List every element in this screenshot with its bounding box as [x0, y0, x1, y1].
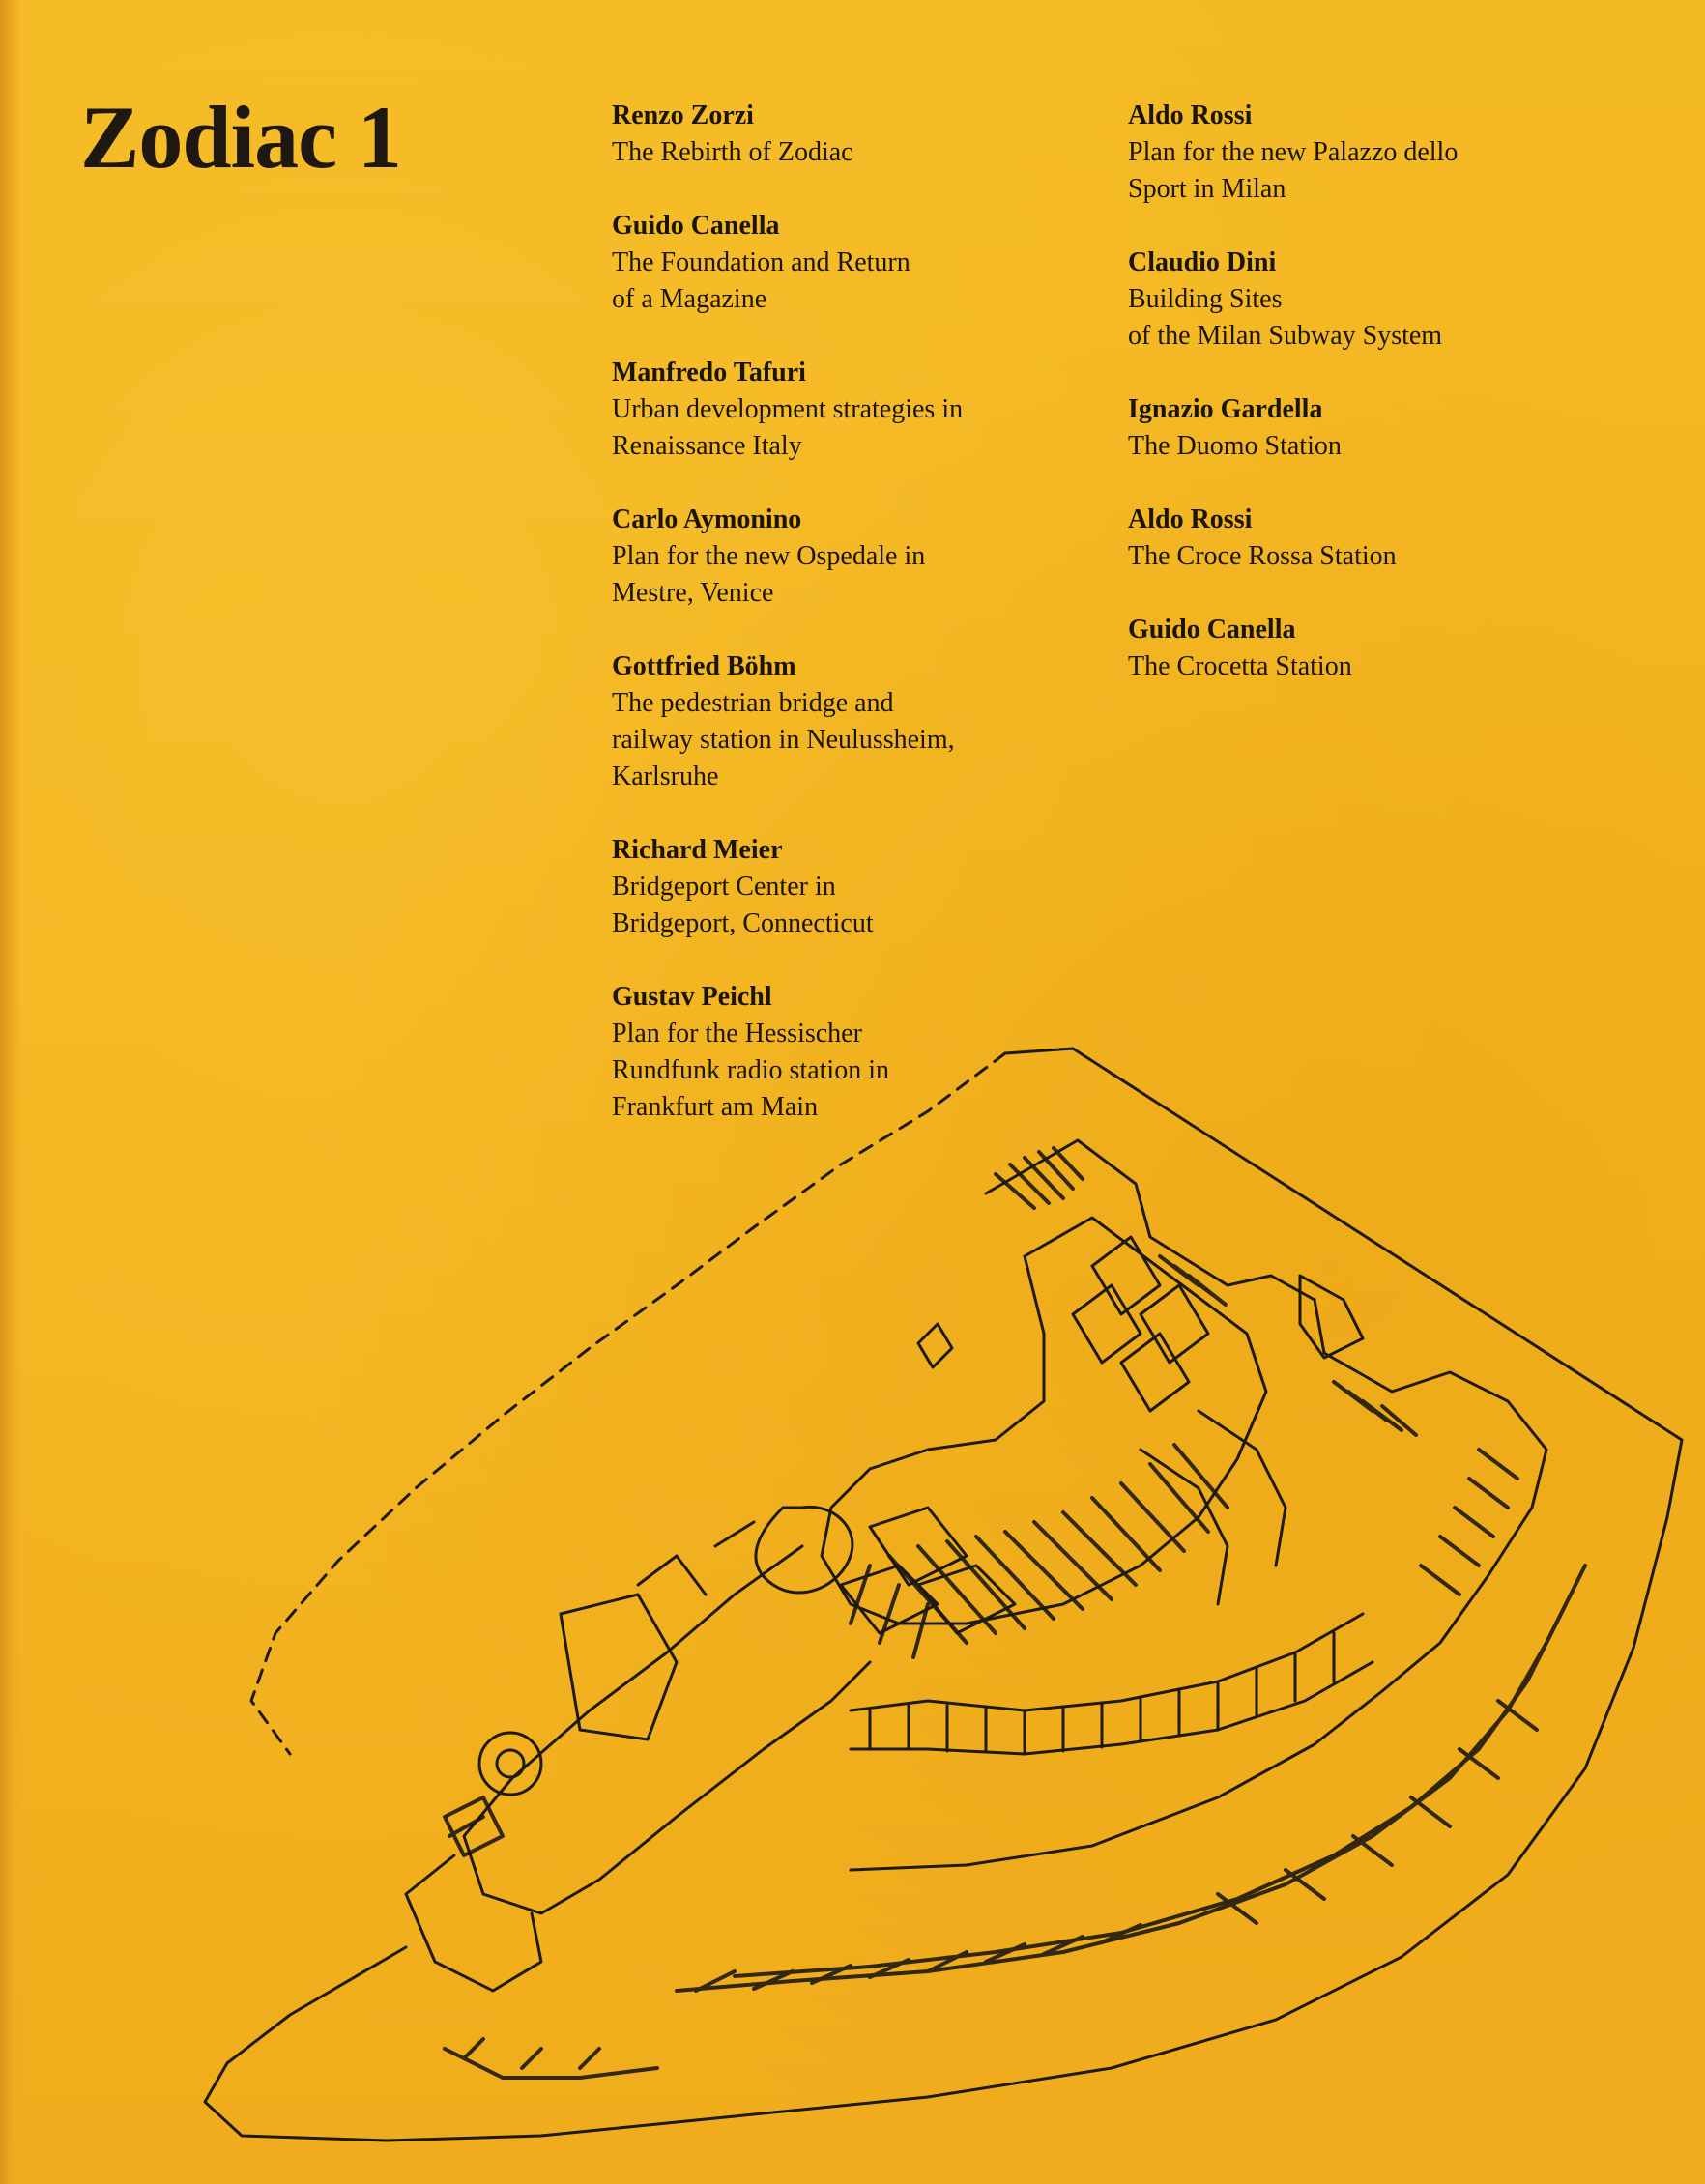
- entry-author: Gottfried Böhm: [612, 651, 796, 681]
- entry-title: The Duomo Station: [1128, 431, 1342, 461]
- entry-author: Gustav Peichl: [612, 982, 772, 1012]
- entry-title: Urban development strategies in Renaissance Italy: [612, 394, 964, 461]
- entry-title: The Foundation and Return of a Magazine: [612, 247, 910, 314]
- entry-author: Guido Canella: [1128, 615, 1296, 645]
- entry-title: Bridgeport Center in Bridgeport, Connecticut: [612, 872, 874, 938]
- entry-title: Plan for the new Palazzo dello Sport in Milan: [1128, 137, 1459, 204]
- entry-author: Ignazio Gardella: [1128, 394, 1323, 424]
- entry-author: Aldo Rossi: [1128, 101, 1253, 130]
- entry-author: Guido Canella: [612, 211, 780, 241]
- entry-author: Carlo Aymonino: [612, 504, 802, 534]
- entry-title: The Rebirth of Zodiac: [612, 137, 853, 167]
- entry-title: The Crocetta Station: [1128, 651, 1352, 681]
- entry-author: Claudio Dini: [1128, 247, 1277, 277]
- entry-title: Building Sites of the Milan Subway System: [1128, 284, 1443, 351]
- entry-author: Manfredo Tafuri: [612, 358, 806, 388]
- entry-author: Aldo Rossi: [1128, 504, 1253, 534]
- entry-title: The Croce Rossa Station: [1128, 541, 1397, 571]
- entry-title: Plan for the Hessischer Rundfunk radio station in Frankfurt am Main: [612, 1019, 889, 1122]
- magazine-title: Zodiac 1: [80, 88, 401, 187]
- entry-title: The pedestrian bridge and railway station in Neulussheim, Karlsruhe: [612, 688, 955, 791]
- entry-author: Richard Meier: [612, 835, 783, 865]
- entry-title: Plan for the new Ospedale in Mestre, Venice: [612, 541, 926, 608]
- entry-author: Renzo Zorzi: [612, 101, 754, 130]
